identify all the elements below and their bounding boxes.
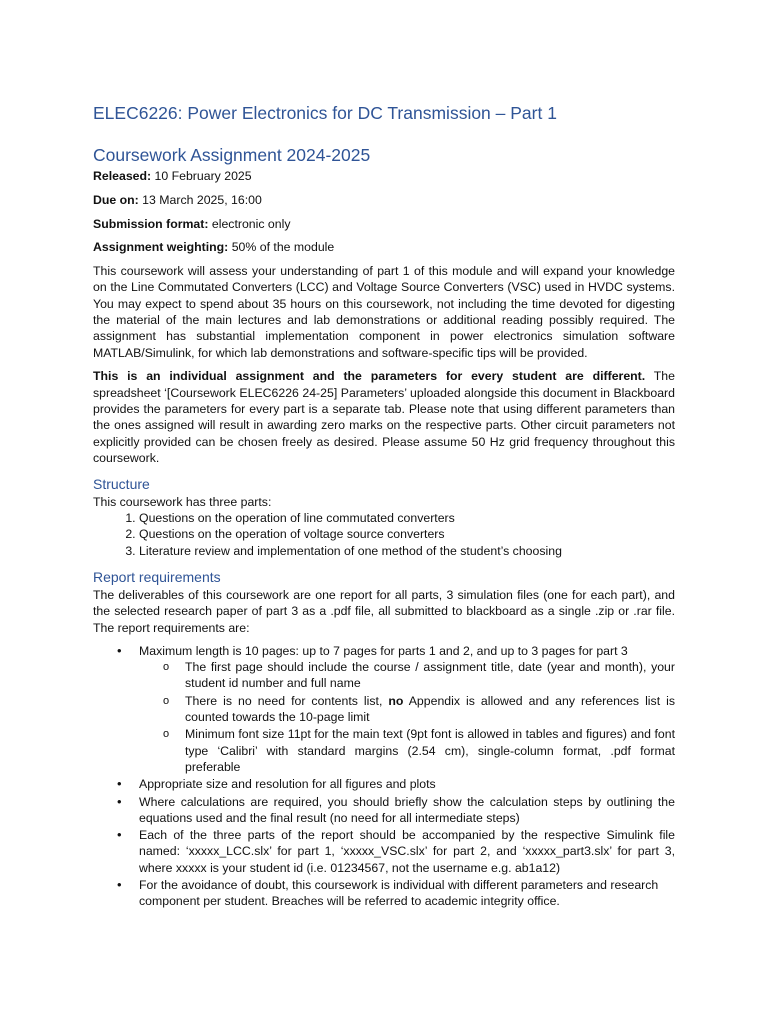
structure-heading: Structure — [93, 475, 150, 492]
submission-line — [93, 216, 675, 232]
weighting-value: 50% of the module — [228, 240, 335, 255]
weighting-line — [93, 239, 675, 255]
structure-list — [93, 510, 675, 559]
document-page — [93, 100, 675, 911]
due-line — [93, 192, 675, 208]
weighting-label: Assignment weighting: — [93, 240, 229, 255]
list-item: • Appropriate size and resolution for all figures and plots — [139, 776, 675, 792]
released-label: Released: — [93, 169, 152, 183]
structure-lead: This coursework has three parts: — [93, 494, 272, 509]
document-subtitle: Coursework Assignment 2024-2025 — [93, 145, 371, 165]
sub2-post: Appendix is allowed and any references list is counted towards the 10-page limit — [185, 693, 675, 725]
list-item: 1. Questions on the operation of line commutated converters — [139, 510, 675, 526]
report-lead: The deliverables of this coursework are one report for all parts, 3 simulation files (one for each part), and the selected research paper of part 3 as a .pdf file, all submitted to blackboard as a single .zip or .rar file. The report requirements are: — [93, 587, 675, 635]
submission-label: Submission format: — [93, 216, 209, 231]
list-item: • For the avoidance of doubt, this coursework is individual with different parameters and research component per student. Breaches will be referred to academic integrity office. — [139, 877, 675, 910]
released-value: 10 February 2025 — [151, 169, 252, 183]
list-item: 3. Literature review and implementation of one method of the student’s choosing — [139, 543, 675, 559]
length-text: Maximum length is 10 pages: up to 7 pages for parts 1 and 2, and up to 3 pages for part 3 — [139, 643, 628, 658]
intro-paragraph: This coursework will assess your understanding of part 1 of this module and will expand your knowledge on the Line Commutated Converters (LCC) and Voltage Source Converters (VSC) used in HVDC systems. You may expect to spend about 35 hours on this coursework, not including the time devoted for digesting the material of the main lectures and lab demonstrations or additional reading possibly required. The assignment has substantial implementation component in power electronics simulation software MATLAB/Simulink, for which lab demonstrations and software-specific tips will be provided. — [93, 264, 675, 360]
submission-value: electronic only — [208, 216, 291, 231]
sub2-pre: There is no need for contents list, — [185, 693, 389, 708]
individual-bold: This is an individual assignment and the parameters for every student are different. — [93, 369, 646, 384]
report-heading: Report requirements — [93, 568, 221, 585]
list-item — [185, 693, 675, 726]
list-item — [139, 643, 675, 775]
list-item: 2. Questions on the operation of voltage source converters — [139, 526, 675, 542]
sub2-bold: no — [388, 693, 404, 708]
length-sublist — [139, 659, 675, 775]
requirements-list — [93, 643, 675, 910]
list-item: o The first page should include the course / assignment title, date (year and month), your student id number and full name — [185, 659, 675, 692]
individual-rest: The spreadsheet ‘[Coursework ELEC6226 24-25] Parameters’ uploaded alongside this document in Blackboard provides the parameters for every part is a separate tab. Please note that using different parameters than the ones assigned will result in awarding zero marks on the respective parts. Other circuit parameters not explicitly provided can be chosen freely as desired. Please assume 50 Hz grid frequency throughout this coursework. — [93, 369, 675, 465]
document-title: ELEC6226: Power Electronics for DC Transmission – Part 1 — [93, 103, 557, 123]
due-value: 13 March 2025, 16:00 — [138, 192, 262, 207]
due-label: Due on: — [93, 192, 139, 207]
list-item: o Minimum font size 11pt for the main text (9pt font is allowed in tables and figures) and font type ‘Calibri’ with standard margins (2.54 cm), single-column format, .pdf format preferable — [185, 726, 675, 775]
released-line — [93, 168, 675, 184]
individual-paragraph — [93, 368, 675, 466]
list-item: • Each of the three parts of the report should be accompanied by the respective Simulink file named: ‘xxxxx_LCC.slx’ for part 1, ‘xxxxx_VSC.slx’ for part 2, and ‘xxxxx_part3.slx’ for part 3, where xxxxx is your student id (i.e. 01234567, not the username e.g. ab1a12) — [139, 827, 675, 876]
list-item: • Where calculations are required, you should briefly show the calculation steps by outlining the equations used and the final result (no need for all intermediate steps) — [139, 794, 675, 827]
